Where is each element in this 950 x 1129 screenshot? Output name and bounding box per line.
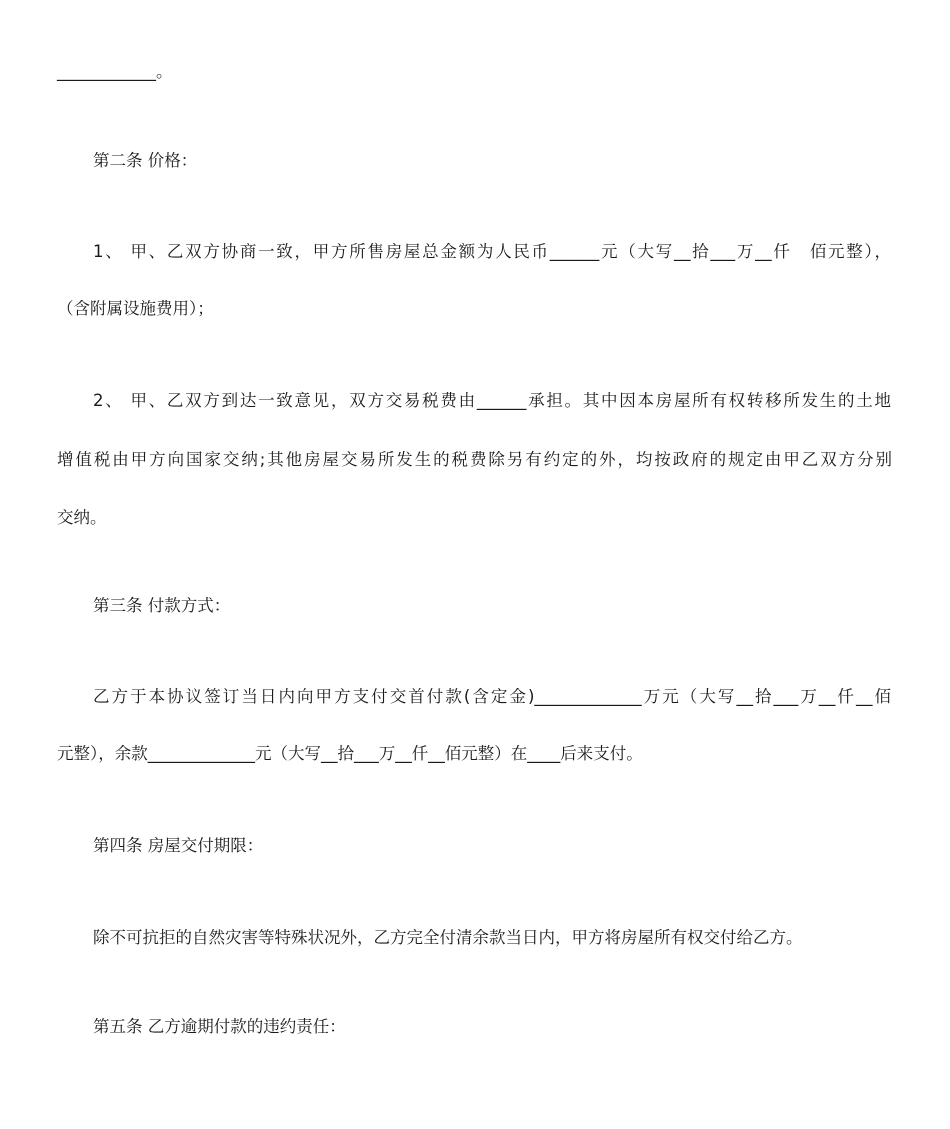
section-heading: 第三条 付款方式： — [93, 596, 231, 615]
paragraph-line: 乙方于本协议签订当日内向甲方支付交首付款(含定金)_____________万元（大写__拾___万__仟__佰 — [93, 687, 891, 706]
paragraph-line: 1、 甲、乙双方协商一致，甲方所售房屋总金额为人民币______元（大写__拾___万__仟 佰元整）， — [93, 242, 891, 261]
paragraph-line: 除不可抗拒的自然灾害等特殊状况外，乙方完全付清余款当日内，甲方将房屋所有权交付给乙方。 — [93, 928, 803, 947]
text-line: ____________。 — [57, 62, 173, 81]
paragraph-line: 交纳。 — [57, 508, 107, 527]
paragraph-line: （含附属设施费用）； — [57, 299, 214, 318]
paragraph-line: 增值税由甲方向国家交纳;其他房屋交易所发生的税费除另有约定的外，均按政府的规定由甲乙双方分别 — [57, 450, 892, 469]
section-heading: 第二条 价格： — [93, 151, 198, 170]
section-heading: 第五条 乙方逾期付款的违约责任： — [93, 1017, 346, 1036]
section-heading: 第四条 房屋交付期限： — [93, 836, 264, 855]
paragraph-line: 2、 甲、乙双方到达一致意见，双方交易税费由______承担。其中因本房屋所有权转移所发生的土地 — [93, 391, 891, 410]
paragraph-line: 元整），余款_____________元（大写__拾___万__仟__佰元整）在____后来支付。 — [57, 744, 643, 763]
